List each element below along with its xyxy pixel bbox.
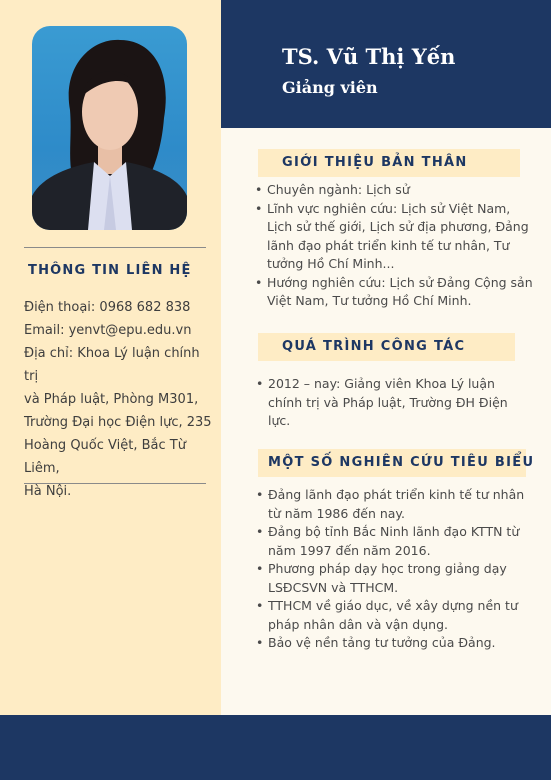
research-heading: MỘT SỐ NGHIÊN CỨU TIÊU BIỂU	[258, 449, 526, 477]
career-list	[256, 375, 531, 431]
contact-phone: Điện thoại: 0968 682 838	[24, 300, 191, 315]
contact-email: Email: yenvt@epu.edu.vn	[24, 323, 192, 338]
profile-name: TS. Vũ Thị Yến	[282, 44, 456, 69]
about-item: • Hướng nghiên cứu: Lịch sử Đảng Cộng sản Việt Nam, Tư tưởng Hồ Chí Minh.	[255, 274, 533, 311]
footer-bar	[0, 715, 551, 780]
research-item: • Bảo vệ nền tảng tư tưởng của Đảng.	[256, 634, 531, 653]
about-list	[255, 181, 533, 311]
divider-top	[24, 247, 206, 248]
research-item: • Đảng bộ tỉnh Bắc Ninh lãnh đạo KTTN từ năm 1997 đến năm 2016.	[256, 523, 531, 560]
career-item: • 2012 – nay: Giảng viên Khoa Lý luận chính trị và Pháp luật, Trường ĐH Điện lực.	[256, 375, 531, 431]
research-list	[256, 486, 531, 653]
research-item: • Đảng lãnh đạo phát triển kinh tế tư nhân từ năm 1986 đến nay.	[256, 486, 531, 523]
profile-role: Giảng viên	[282, 78, 378, 97]
contact-address: Địa chỉ: Khoa Lý luận chính trị và Pháp luật, Phòng M301, Trường Đại học Điện lực, 235 Hoàng Quốc Việt, Bắc Từ Liêm, Hà Nội.	[24, 346, 212, 499]
contact-info	[24, 296, 216, 503]
about-item: • Chuyên ngành: Lịch sử	[255, 181, 533, 200]
divider-bottom	[24, 483, 206, 484]
about-item: • Lĩnh vực nghiên cứu: Lịch sử Việt Nam, Lịch sử thế giới, Lịch sử địa phương, Đảng lãnh đạo phát triển kinh tế tư nhân, Tư tưởng Hồ Chí Minh...	[255, 200, 533, 274]
about-heading: GIỚI THIỆU BẢN THÂN	[258, 149, 520, 177]
profile-photo	[32, 26, 187, 230]
research-item: • Phương pháp dạy học trong giảng dạy LSĐCSVN và TTHCM.	[256, 560, 531, 597]
contact-heading: THÔNG TIN LIÊN HỆ	[28, 263, 192, 278]
research-item: • TTHCM về giáo dục, về xây dựng nền tư pháp nhân dân và vận dụng.	[256, 597, 531, 634]
career-heading: QUÁ TRÌNH CÔNG TÁC	[258, 333, 515, 361]
